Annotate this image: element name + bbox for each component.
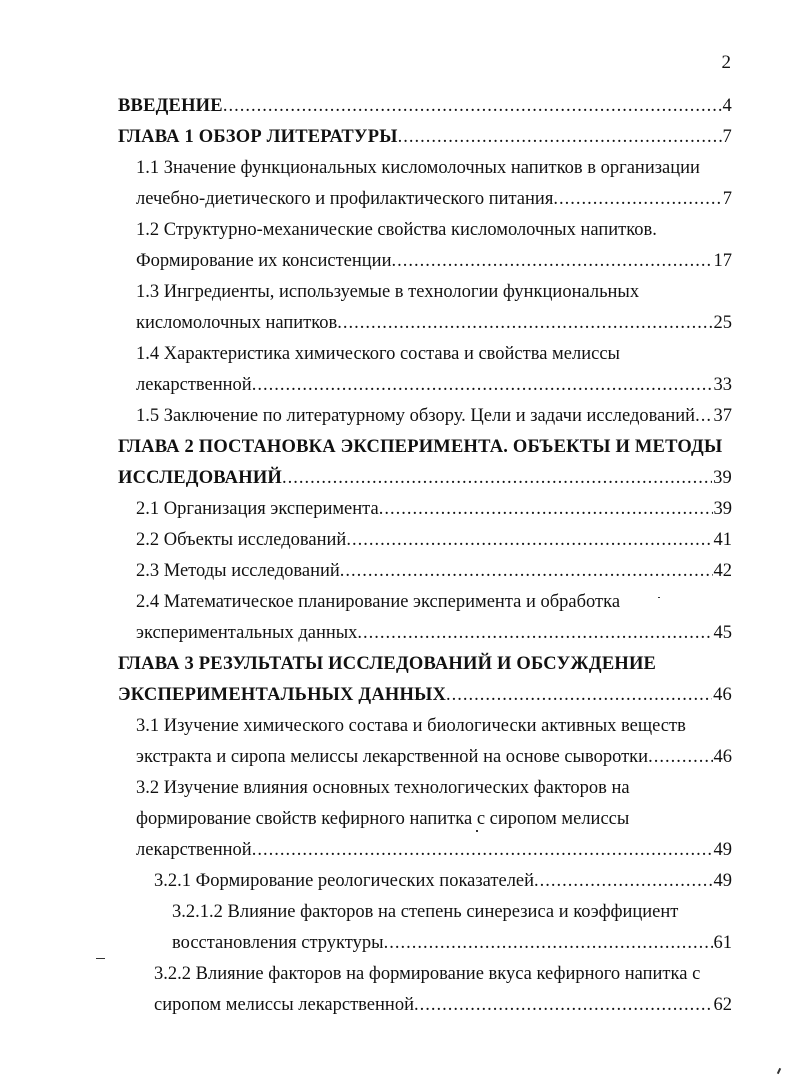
toc-entry-title: 3.2.2 Влияние факторов на формирование вкуса кефирного напитка с	[154, 964, 701, 984]
toc-page-number: 33	[713, 375, 732, 395]
toc-entry-title: 3.2.1 Формирование реологических показателей	[154, 871, 535, 891]
toc-entry	[118, 680, 732, 711]
toc-entry-title: кисломолочных напитков	[136, 313, 338, 333]
toc-entry	[118, 928, 732, 959]
toc-page-number: 61	[713, 933, 732, 953]
toc-entry-continuation	[118, 897, 732, 928]
toc-page-number: 49	[713, 871, 732, 891]
toc-entry	[118, 556, 732, 587]
toc-entry-continuation	[118, 959, 732, 990]
toc-dot-leader	[534, 866, 712, 897]
toc-page-number: 46	[713, 685, 732, 705]
toc-page-number: 39	[713, 468, 732, 488]
toc-entry-continuation	[118, 649, 732, 680]
toc-entry-title: лекарственной	[136, 375, 252, 395]
toc-entry-title: Формирование их консистенции	[136, 251, 392, 271]
toc-page-number: 4	[722, 96, 732, 116]
toc-dot-leader	[446, 680, 712, 711]
page-number: 2	[721, 52, 731, 73]
toc-entry	[118, 370, 732, 401]
toc-entry-title: 3.2.1.2 Влияние факторов на степень синерезиса и коэффициент	[172, 902, 679, 922]
toc-page-number: 39	[713, 499, 732, 519]
scan-speck	[777, 1068, 781, 1074]
toc-entry	[118, 866, 732, 897]
toc-dot-leader	[553, 184, 721, 215]
toc-dot-leader	[398, 122, 722, 153]
toc-page-number: 25	[713, 313, 732, 333]
toc-entry-continuation	[118, 153, 732, 184]
toc-entry	[118, 91, 732, 122]
table-of-contents	[118, 91, 732, 1021]
toc-entry-title: ГЛАВА 1 ОБЗОР ЛИТЕРАТУРЫ	[118, 127, 398, 147]
toc-entry-title: ИССЛЕДОВАНИЙ	[118, 468, 282, 488]
toc-entry	[118, 246, 732, 277]
toc-entry	[118, 494, 732, 525]
scan-speck	[476, 830, 478, 832]
toc-entry-title: 2.1 Организация эксперимента	[136, 499, 379, 519]
toc-entry	[118, 525, 732, 556]
toc-entry-title: 2.4 Математическое планирование эксперимента и обработка	[136, 592, 621, 612]
toc-dot-leader	[282, 463, 712, 494]
toc-entry-title: 1.2 Структурно-механические свойства кисломолочных напитков.	[136, 220, 657, 240]
toc-entry	[118, 463, 732, 494]
toc-dot-leader	[648, 742, 712, 773]
toc-entry-continuation	[118, 773, 732, 804]
toc-dot-leader	[340, 556, 713, 587]
toc-entry-continuation	[118, 277, 732, 308]
toc-entry-title: восстановления структуры	[172, 933, 384, 953]
toc-dot-leader	[379, 494, 713, 525]
toc-dot-leader	[414, 990, 713, 1021]
toc-entry-title: 1.1 Значение функциональных кисломолочных напитков в организации	[136, 158, 700, 178]
toc-entry-continuation	[118, 215, 732, 246]
toc-entry	[118, 308, 732, 339]
toc-page-number: 17	[713, 251, 732, 271]
toc-page-number: 37	[713, 406, 732, 426]
toc-dot-leader	[695, 401, 712, 432]
toc-entry-title: 1.4 Характеристика химического состава и свойства мелиссы	[136, 344, 620, 364]
toc-entry-continuation	[118, 339, 732, 370]
toc-page-number: 42	[713, 561, 732, 581]
toc-dot-leader	[252, 370, 713, 401]
toc-dot-leader	[337, 308, 712, 339]
toc-page-number: 41	[713, 530, 732, 550]
toc-entry-title: ГЛАВА 2 ПОСТАНОВКА ЭКСПЕРИМЕНТА. ОБЪЕКТЫ И МЕТОДЫ	[118, 437, 723, 457]
toc-entry-title: ГЛАВА 3 РЕЗУЛЬТАТЫ ИССЛЕДОВАНИЙ И ОБСУЖДЕНИЕ	[118, 654, 657, 674]
toc-entry-title: экспериментальных данных	[136, 623, 358, 643]
toc-entry	[118, 835, 732, 866]
toc-entry-title: 3.2 Изучение влияния основных технологических факторов на	[136, 778, 630, 798]
toc-page-number: 49	[713, 840, 732, 860]
toc-page-number: 7	[722, 127, 732, 147]
toc-entry-continuation	[118, 587, 732, 618]
toc-entry-title: ЭКСПЕРИМЕНТАЛЬНЫХ ДАННЫХ	[118, 685, 446, 705]
toc-entry	[118, 122, 732, 153]
toc-entry-title: сиропом мелиссы лекарственной	[154, 995, 414, 1015]
scan-speck	[658, 597, 660, 598]
toc-dot-leader	[391, 246, 712, 277]
toc-entry-title: 1.3 Ингредиенты, используемые в технологии функциональных	[136, 282, 640, 302]
toc-entry-continuation	[118, 432, 732, 463]
toc-entry-title: формирование свойств кефирного напитка с сиропом мелиссы	[136, 809, 630, 829]
toc-entry-continuation	[118, 804, 732, 835]
toc-entry	[118, 742, 732, 773]
toc-dot-leader	[357, 618, 712, 649]
toc-entry	[118, 184, 732, 215]
toc-entry-title: экстракта и сиропа мелиссы лекарственной на основе сыворотки	[136, 747, 649, 767]
toc-entry	[118, 401, 732, 432]
toc-dot-leader	[346, 525, 712, 556]
toc-entry-title: 2.3 Методы исследований	[136, 561, 340, 581]
toc-entry-title: лечебно-диетического и профилактического питания	[136, 189, 554, 209]
toc-dot-leader	[252, 835, 713, 866]
toc-entry-title: лекарственной	[136, 840, 252, 860]
toc-dot-leader	[223, 91, 722, 122]
toc-entry-title: ВВЕДЕНИЕ	[118, 96, 223, 116]
scan-speck	[96, 958, 105, 959]
toc-entry-title: 1.5 Заключение по литературному обзору. Цели и задачи исследований	[136, 406, 696, 426]
toc-page-number: 46	[713, 747, 732, 767]
toc-entry-continuation	[118, 711, 732, 742]
toc-entry-title: 2.2 Объекты исследований	[136, 530, 347, 550]
toc-entry	[118, 990, 732, 1021]
toc-entry	[118, 618, 732, 649]
toc-dot-leader	[384, 928, 713, 959]
toc-page-number: 62	[713, 995, 732, 1015]
toc-page-number: 45	[713, 623, 732, 643]
toc-page-number: 7	[722, 189, 732, 209]
toc-entry-title: 3.1 Изучение химического состава и биологически активных веществ	[136, 716, 686, 736]
